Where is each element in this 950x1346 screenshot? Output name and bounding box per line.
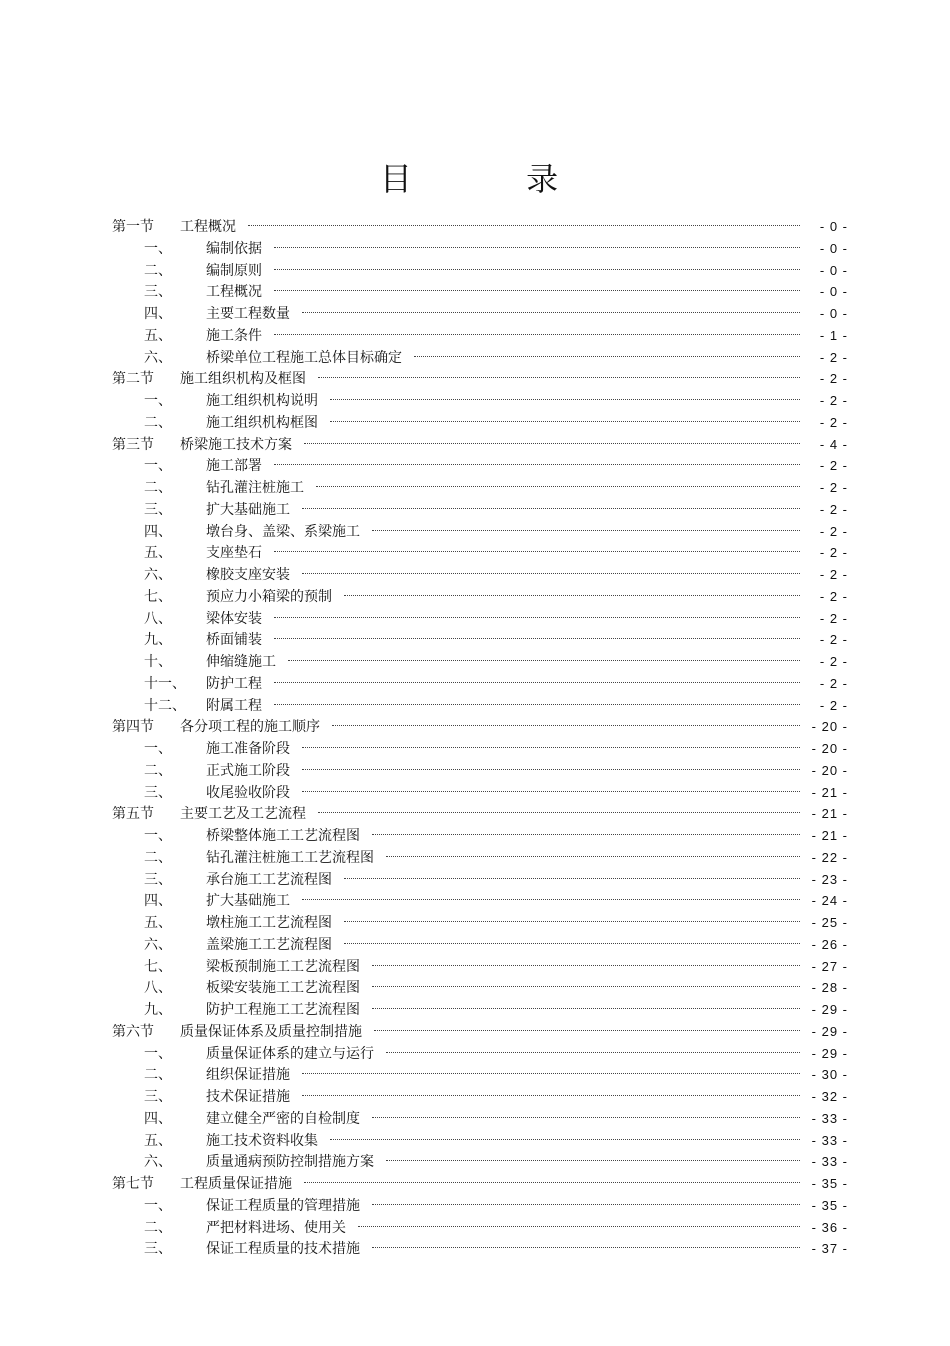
toc-subsection-entry[interactable] bbox=[112, 412, 848, 434]
toc-entry-page: - 2 - bbox=[819, 349, 848, 365]
dot-leader bbox=[274, 269, 800, 270]
toc-entry-page: - 2 - bbox=[819, 458, 848, 474]
dot-leader bbox=[372, 530, 800, 531]
toc-entry-number: 三、 bbox=[144, 784, 172, 801]
dot-leader bbox=[274, 290, 800, 291]
toc-entry-page: - 21 - bbox=[811, 828, 848, 843]
dot-leader bbox=[372, 1247, 800, 1248]
toc-entry-page: - 32 - bbox=[811, 1089, 848, 1104]
toc-entry-page: - 2 - bbox=[819, 567, 848, 582]
toc-entry-number: 六、 bbox=[144, 567, 172, 583]
toc-subsection-entry[interactable] bbox=[112, 1043, 848, 1065]
toc-entry-page: - 0 - bbox=[819, 262, 848, 278]
dot-leader bbox=[302, 312, 800, 313]
toc-entry-label: 施工技术资料收集 bbox=[206, 1132, 318, 1149]
toc-entry-label: 工程质量保证措施 bbox=[180, 1176, 292, 1192]
toc-entry-number: 二、 bbox=[144, 849, 172, 866]
toc-subsection-entry[interactable] bbox=[112, 281, 848, 303]
toc-entry-page: - 0 - bbox=[819, 284, 848, 300]
toc-subsection-entry[interactable] bbox=[112, 260, 848, 282]
toc-subsection-entry[interactable] bbox=[112, 325, 848, 347]
toc-entry-label: 桥梁整体施工工艺流程图 bbox=[206, 828, 360, 844]
toc-entry-number: 三、 bbox=[144, 284, 172, 301]
dot-leader bbox=[274, 551, 800, 552]
toc-entry-page: - 21 - bbox=[811, 784, 848, 800]
toc-subsection-entry[interactable] bbox=[112, 455, 848, 477]
toc-subsection-entry[interactable] bbox=[112, 303, 848, 325]
toc-entry-label: 板梁安装施工工艺流程图 bbox=[206, 980, 360, 997]
toc-subsection-entry[interactable] bbox=[112, 760, 848, 782]
toc-entry-number: 五、 bbox=[144, 327, 172, 344]
toc-subsection-entry[interactable] bbox=[112, 586, 848, 608]
toc-entry-number: 三、 bbox=[144, 1241, 172, 1258]
toc-entry-number: 八、 bbox=[144, 610, 172, 627]
toc-entry-page: - 25 - bbox=[811, 915, 848, 930]
toc-subsection-entry[interactable] bbox=[112, 695, 848, 717]
toc-entry-number: 七、 bbox=[144, 958, 172, 975]
toc-subsection-entry[interactable] bbox=[112, 1217, 848, 1239]
toc-entry-label: 工程概况 bbox=[206, 284, 262, 301]
toc-entry-number: 第五节 bbox=[112, 806, 154, 823]
toc-entry-label: 施工条件 bbox=[206, 327, 262, 344]
toc-entry-label: 各分项工程的施工顺序 bbox=[180, 719, 320, 736]
toc-entry-page: - 29 - bbox=[811, 1045, 848, 1061]
toc-entry-number: 第一节 bbox=[112, 219, 154, 235]
dot-leader bbox=[344, 878, 800, 879]
toc-section-entry[interactable] bbox=[112, 803, 848, 825]
dot-leader bbox=[304, 443, 800, 444]
toc-entry-label: 施工部署 bbox=[206, 458, 262, 475]
toc-entry-number: 二、 bbox=[144, 1219, 172, 1236]
toc-section-entry[interactable] bbox=[112, 716, 848, 738]
toc-entry-label: 梁板预制施工工艺流程图 bbox=[206, 958, 360, 975]
toc-entry-label: 扩大基础施工 bbox=[206, 893, 290, 910]
toc-section-entry[interactable] bbox=[112, 434, 848, 456]
page-title: 目 录 bbox=[379, 160, 611, 198]
dot-leader bbox=[274, 638, 800, 639]
toc-entry-number: 五、 bbox=[144, 1132, 172, 1149]
toc-entry-number: 第六节 bbox=[112, 1023, 154, 1040]
toc-entry-page: - 2 - bbox=[819, 654, 848, 669]
dot-leader bbox=[302, 1073, 800, 1074]
toc-entry-number: 一、 bbox=[144, 828, 172, 844]
toc-entry-label: 编制原则 bbox=[206, 262, 262, 279]
toc-section-entry[interactable] bbox=[112, 368, 848, 390]
toc-section-entry[interactable] bbox=[112, 1021, 848, 1043]
toc-subsection-entry[interactable] bbox=[112, 825, 848, 847]
toc-entry-page: - 2 - bbox=[819, 588, 848, 604]
toc-subsection-entry[interactable] bbox=[112, 1130, 848, 1152]
toc-entry-page: - 27 - bbox=[811, 958, 848, 974]
toc-entry-label: 正式施工阶段 bbox=[206, 762, 290, 779]
toc-entry-page: - 28 - bbox=[811, 980, 848, 996]
toc-entry-page: - 23 - bbox=[811, 871, 848, 887]
toc-entry-number: 十、 bbox=[144, 654, 172, 670]
toc-entry-number: 第三节 bbox=[112, 436, 154, 453]
toc-entry-label: 工程概况 bbox=[180, 219, 236, 235]
toc-entry-page: - 0 - bbox=[819, 306, 848, 321]
dot-leader bbox=[304, 1182, 800, 1183]
toc-entry-number: 第四节 bbox=[112, 719, 154, 736]
toc-entry-page: - 2 - bbox=[819, 523, 848, 539]
toc-entry-page: - 2 - bbox=[819, 610, 848, 626]
dot-leader bbox=[330, 399, 800, 400]
toc-entry-number: 二、 bbox=[144, 414, 172, 431]
dot-leader bbox=[302, 791, 800, 792]
toc-entry-number: 六、 bbox=[144, 1154, 172, 1171]
toc-subsection-entry[interactable] bbox=[112, 521, 848, 543]
toc-entry-label: 施工组织机构及框图 bbox=[180, 371, 306, 388]
toc-entry-number: 一、 bbox=[144, 393, 172, 409]
toc-entry-number: 三、 bbox=[144, 501, 172, 518]
dot-leader bbox=[372, 1008, 800, 1009]
dot-leader bbox=[386, 1160, 800, 1161]
dot-leader bbox=[302, 573, 800, 574]
toc-entry-label: 建立健全严密的自检制度 bbox=[206, 1110, 360, 1127]
toc-entry-page: - 0 - bbox=[819, 219, 848, 234]
dot-leader bbox=[274, 247, 800, 248]
toc-subsection-entry[interactable] bbox=[112, 1195, 848, 1217]
toc-entry-number: 九、 bbox=[144, 632, 172, 649]
toc-entry-number: 四、 bbox=[144, 523, 172, 540]
toc-entry-number: 三、 bbox=[144, 1089, 172, 1105]
dot-leader bbox=[302, 899, 800, 900]
toc-entry-number: 一、 bbox=[144, 240, 172, 257]
toc-entry-label: 钻孔灌注桩施工 bbox=[206, 480, 304, 496]
toc-entry-label: 保证工程质量的管理措施 bbox=[206, 1197, 360, 1214]
toc-entry-number: 九、 bbox=[144, 1002, 172, 1018]
toc-entry-page: - 26 - bbox=[811, 936, 848, 952]
toc-entry-page: - 0 - bbox=[819, 240, 848, 256]
toc-entry-number: 一、 bbox=[144, 1045, 172, 1062]
toc-entry-page: - 2 - bbox=[819, 675, 848, 691]
toc-entry-label: 钻孔灌注桩施工工艺流程图 bbox=[206, 849, 374, 866]
toc-entry-page: - 2 - bbox=[819, 697, 848, 713]
dot-leader bbox=[372, 986, 800, 987]
toc-subsection-entry[interactable] bbox=[112, 1086, 848, 1108]
toc-entry-number: 二、 bbox=[144, 480, 172, 496]
toc-subsection-entry[interactable] bbox=[112, 1064, 848, 1086]
toc-entry-number: 一、 bbox=[144, 458, 172, 475]
toc-subsection-entry[interactable] bbox=[112, 477, 848, 499]
toc-entry-page: - 24 - bbox=[811, 893, 848, 909]
toc-entry-number: 四、 bbox=[144, 893, 172, 910]
toc-entry-page: - 1 - bbox=[819, 327, 848, 343]
toc-entry-number: 第二节 bbox=[112, 371, 154, 388]
dot-leader bbox=[288, 660, 800, 661]
toc-entry-page: - 2 - bbox=[819, 371, 848, 387]
toc-entry-number: 五、 bbox=[144, 915, 172, 931]
dot-leader bbox=[332, 725, 800, 726]
toc-entry-label: 附属工程 bbox=[206, 697, 262, 714]
dot-leader bbox=[386, 1052, 800, 1053]
dot-leader bbox=[344, 921, 800, 922]
toc-entry-page: - 20 - bbox=[811, 762, 848, 778]
dot-leader bbox=[274, 704, 800, 705]
toc-subsection-entry[interactable] bbox=[112, 956, 848, 978]
toc-entry-label: 质量保证体系及质量控制措施 bbox=[180, 1023, 362, 1040]
toc-entry-label: 扩大基础施工 bbox=[206, 501, 290, 518]
toc-entry-label: 编制依据 bbox=[206, 240, 262, 257]
toc-subsection-entry[interactable] bbox=[112, 999, 848, 1021]
dot-leader bbox=[274, 464, 800, 465]
toc-entry-label: 收尾验收阶段 bbox=[206, 784, 290, 801]
toc-subsection-entry[interactable] bbox=[112, 629, 848, 651]
toc-subsection-entry[interactable] bbox=[112, 1108, 848, 1130]
toc-entry-number: 六、 bbox=[144, 349, 172, 366]
toc-subsection-entry[interactable] bbox=[112, 347, 848, 369]
toc-subsection-entry[interactable] bbox=[112, 608, 848, 630]
toc-entry-label: 承台施工工艺流程图 bbox=[206, 871, 332, 888]
toc-entry-label: 墩柱施工工艺流程图 bbox=[206, 915, 332, 931]
dot-leader bbox=[318, 377, 800, 378]
toc-entry-number: 二、 bbox=[144, 1067, 172, 1084]
toc-subsection-entry[interactable] bbox=[112, 890, 848, 912]
toc-entry-label: 梁体安装 bbox=[206, 610, 262, 627]
toc-entry-label: 桥梁施工技术方案 bbox=[180, 436, 292, 453]
toc-entry-page: - 21 - bbox=[811, 806, 848, 822]
toc-entry-number: 十一、 bbox=[144, 675, 186, 692]
toc-subsection-entry[interactable] bbox=[112, 542, 848, 564]
table-of-contents bbox=[112, 216, 848, 1260]
toc-subsection-entry[interactable] bbox=[112, 390, 848, 412]
toc-entry-label: 伸缩缝施工 bbox=[206, 654, 276, 670]
toc-entry-page: - 37 - bbox=[811, 1241, 848, 1257]
toc-subsection-entry[interactable] bbox=[112, 738, 848, 760]
toc-entry-page: - 2 - bbox=[819, 545, 848, 561]
toc-entry-number: 七、 bbox=[144, 588, 172, 605]
toc-subsection-entry[interactable] bbox=[112, 238, 848, 260]
dot-leader bbox=[372, 834, 800, 835]
toc-entry-label: 盖梁施工工艺流程图 bbox=[206, 936, 332, 953]
dot-leader bbox=[248, 225, 800, 226]
dot-leader bbox=[344, 943, 800, 944]
toc-entry-page: - 2 - bbox=[819, 632, 848, 648]
toc-entry-page: - 33 - bbox=[811, 1132, 848, 1148]
toc-subsection-entry[interactable] bbox=[112, 912, 848, 934]
dot-leader bbox=[372, 1204, 800, 1205]
toc-entry-label: 施工组织机构说明 bbox=[206, 393, 318, 409]
toc-subsection-entry[interactable] bbox=[112, 651, 848, 673]
toc-subsection-entry[interactable] bbox=[112, 673, 848, 695]
toc-entry-label: 桥面铺装 bbox=[206, 632, 262, 649]
toc-entry-page: - 20 - bbox=[811, 719, 848, 735]
toc-entry-number: 三、 bbox=[144, 871, 172, 888]
toc-subsection-entry[interactable] bbox=[112, 782, 848, 804]
toc-entry-page: - 33 - bbox=[811, 1154, 848, 1170]
dot-leader bbox=[302, 1095, 800, 1096]
toc-entry-label: 主要工艺及工艺流程 bbox=[180, 806, 306, 823]
dot-leader bbox=[372, 965, 800, 966]
toc-entry-label: 墩台身、盖梁、系梁施工 bbox=[206, 523, 360, 540]
toc-entry-label: 严把材料进场、使用关 bbox=[206, 1219, 346, 1236]
toc-subsection-entry[interactable] bbox=[112, 847, 848, 869]
toc-entry-page: - 35 - bbox=[811, 1176, 848, 1191]
toc-entry-label: 质量保证体系的建立与运行 bbox=[206, 1045, 374, 1062]
toc-entry-label: 技术保证措施 bbox=[206, 1089, 290, 1105]
toc-subsection-entry[interactable] bbox=[112, 1151, 848, 1173]
dot-leader bbox=[318, 812, 800, 813]
toc-subsection-entry[interactable] bbox=[112, 564, 848, 586]
toc-entry-number: 二、 bbox=[144, 262, 172, 279]
toc-entry-label: 保证工程质量的技术措施 bbox=[206, 1241, 360, 1258]
dot-leader bbox=[302, 508, 800, 509]
toc-entry-page: - 22 - bbox=[811, 849, 848, 865]
dot-leader bbox=[274, 334, 800, 335]
toc-entry-page: - 4 - bbox=[819, 436, 848, 452]
toc-entry-number: 一、 bbox=[144, 1197, 172, 1214]
toc-entry-page: - 2 - bbox=[819, 501, 848, 517]
dot-leader bbox=[330, 1139, 800, 1140]
dot-leader bbox=[274, 682, 800, 683]
toc-entry-page: - 20 - bbox=[811, 741, 848, 756]
dot-leader bbox=[344, 595, 800, 596]
toc-subsection-entry[interactable] bbox=[112, 934, 848, 956]
dot-leader bbox=[316, 486, 800, 487]
toc-entry-page: - 35 - bbox=[811, 1197, 848, 1213]
toc-entry-number: 第七节 bbox=[112, 1176, 154, 1192]
dot-leader bbox=[302, 769, 800, 770]
toc-entry-label: 防护工程 bbox=[206, 675, 262, 692]
toc-entry-page: - 36 - bbox=[811, 1219, 848, 1235]
toc-entry-label: 组织保证措施 bbox=[206, 1067, 290, 1084]
toc-entry-label: 主要工程数量 bbox=[206, 306, 290, 322]
dot-leader bbox=[414, 356, 800, 357]
dot-leader bbox=[372, 1117, 800, 1118]
toc-entry-page: - 2 - bbox=[819, 393, 848, 408]
toc-entry-page: - 2 - bbox=[819, 480, 848, 495]
toc-entry-number: 四、 bbox=[144, 306, 172, 322]
toc-subsection-entry[interactable] bbox=[112, 1238, 848, 1260]
toc-entry-number: 五、 bbox=[144, 545, 172, 562]
toc-entry-number: 二、 bbox=[144, 762, 172, 779]
toc-entry-page: - 2 - bbox=[819, 414, 848, 430]
toc-entry-label: 质量通病预防控制措施方案 bbox=[206, 1154, 374, 1171]
toc-entry-label: 支座垫石 bbox=[206, 545, 262, 562]
toc-entry-page: - 29 - bbox=[811, 1002, 848, 1017]
toc-section-entry[interactable] bbox=[112, 1173, 848, 1195]
toc-entry-page: - 30 - bbox=[811, 1067, 848, 1083]
dot-leader bbox=[302, 747, 800, 748]
toc-subsection-entry[interactable] bbox=[112, 499, 848, 521]
toc-entry-label: 施工准备阶段 bbox=[206, 741, 290, 757]
toc-entry-number: 十二、 bbox=[144, 697, 186, 714]
toc-entry-number: 四、 bbox=[144, 1110, 172, 1127]
toc-entry-label: 橡胶支座安装 bbox=[206, 567, 290, 583]
toc-entry-label: 防护工程施工工艺流程图 bbox=[206, 1002, 360, 1018]
toc-subsection-entry[interactable] bbox=[112, 869, 848, 891]
toc-entry-number: 六、 bbox=[144, 936, 172, 953]
toc-subsection-entry[interactable] bbox=[112, 977, 848, 999]
toc-entry-label: 预应力小箱梁的预制 bbox=[206, 588, 332, 605]
toc-entry-number: 一、 bbox=[144, 741, 172, 757]
toc-entry-label: 桥梁单位工程施工总体目标确定 bbox=[206, 349, 402, 366]
toc-entry-number: 八、 bbox=[144, 980, 172, 997]
dot-leader bbox=[274, 617, 800, 618]
dot-leader bbox=[330, 421, 800, 422]
toc-entry-page: - 29 - bbox=[811, 1023, 848, 1039]
dot-leader bbox=[374, 1030, 800, 1031]
toc-entry-label: 施工组织机构框图 bbox=[206, 414, 318, 431]
toc-entry-page: - 33 - bbox=[811, 1110, 848, 1126]
dot-leader bbox=[358, 1226, 800, 1227]
dot-leader bbox=[386, 856, 800, 857]
toc-section-entry[interactable] bbox=[112, 216, 848, 238]
